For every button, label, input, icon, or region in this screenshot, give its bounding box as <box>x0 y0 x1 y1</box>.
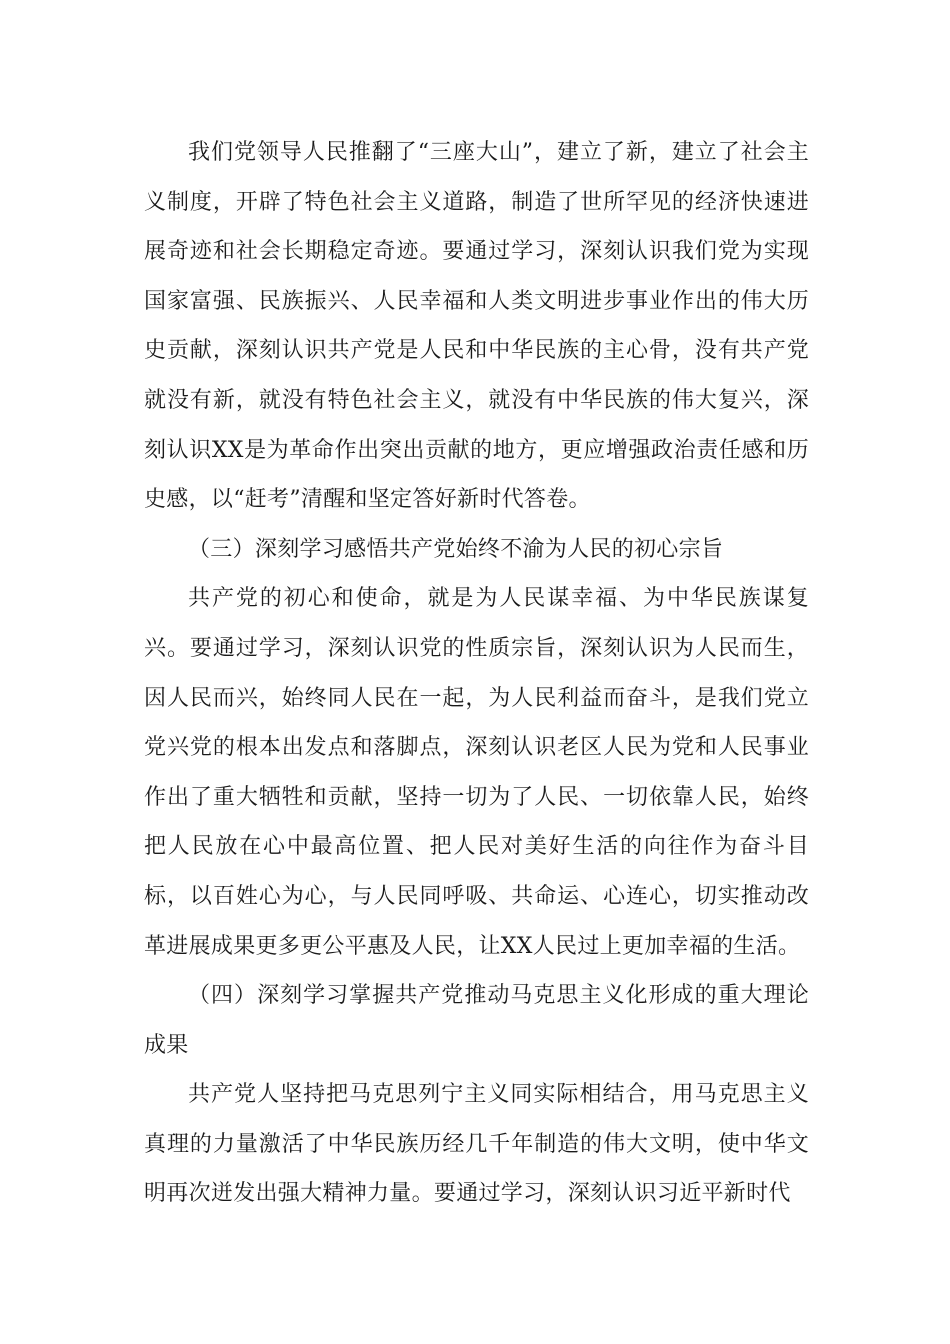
section-heading-4: （四）深刻学习掌握共产党推动马克思主义化形成的重大理论成果 <box>144 983 809 1058</box>
document-body <box>144 128 809 1219</box>
paragraph-original-mission: 共产党的初心和使命，就是为人民谋幸福、为中华民族谋复兴。要通过学习，深刻认识党的性质宗旨，深刻认识为人民而生，因人民而兴，始终同人民在一起，为人民利益而奋斗，是我们党立党兴党的根本出发点和落脚点，深刻认识老区人民为党和人民事业作出了重大牺牲和贡献，坚持一切为了人民、一切依靠人民，始终把人民放在心中最高位置、把人民对美好生活的向往作为奋斗目标，以百姓心为心，与人民同呼吸、共命运、心连心，切实推动改革进展成果更多更公平惠及人民，让XX人民过上更加幸福的生活。 <box>144 586 809 959</box>
section-heading-3: （三）深刻学习感悟共产党始终不渝为人民的初心宗旨 <box>188 536 724 562</box>
paragraph-theory: 共产党人坚持把马克思列宁主义同实际相结合，用马克思主义真理的力量激活了中华民族历经几千年制造的伟大文明，使中华文明再次迸发出强大精神力量。要通过学习，深刻认识习近平新时代 <box>144 1082 809 1207</box>
paragraph-party-history: 我们党领导人民推翻了“三座大山”，建立了新，建立了社会主义制度，开辟了特色社会主义道路，制造了世所罕见的经济快速进展奇迹和社会长期稳定奇迹。要通过学习，深刻认识我们党为实现国家富强、民族振兴、人民幸福和人类文明进步事业作出的伟大历史贡献，深刻认识共产党是人民和中华民族的主心骨，没有共产党就没有新，就没有特色社会主义，就没有中华民族的伟大复兴，深刻认识XX是为革命作出突出贡献的地方，更应增强政治责任感和历史感，以“赶考”清醒和坚定答好新时代答卷。 <box>144 140 809 513</box>
